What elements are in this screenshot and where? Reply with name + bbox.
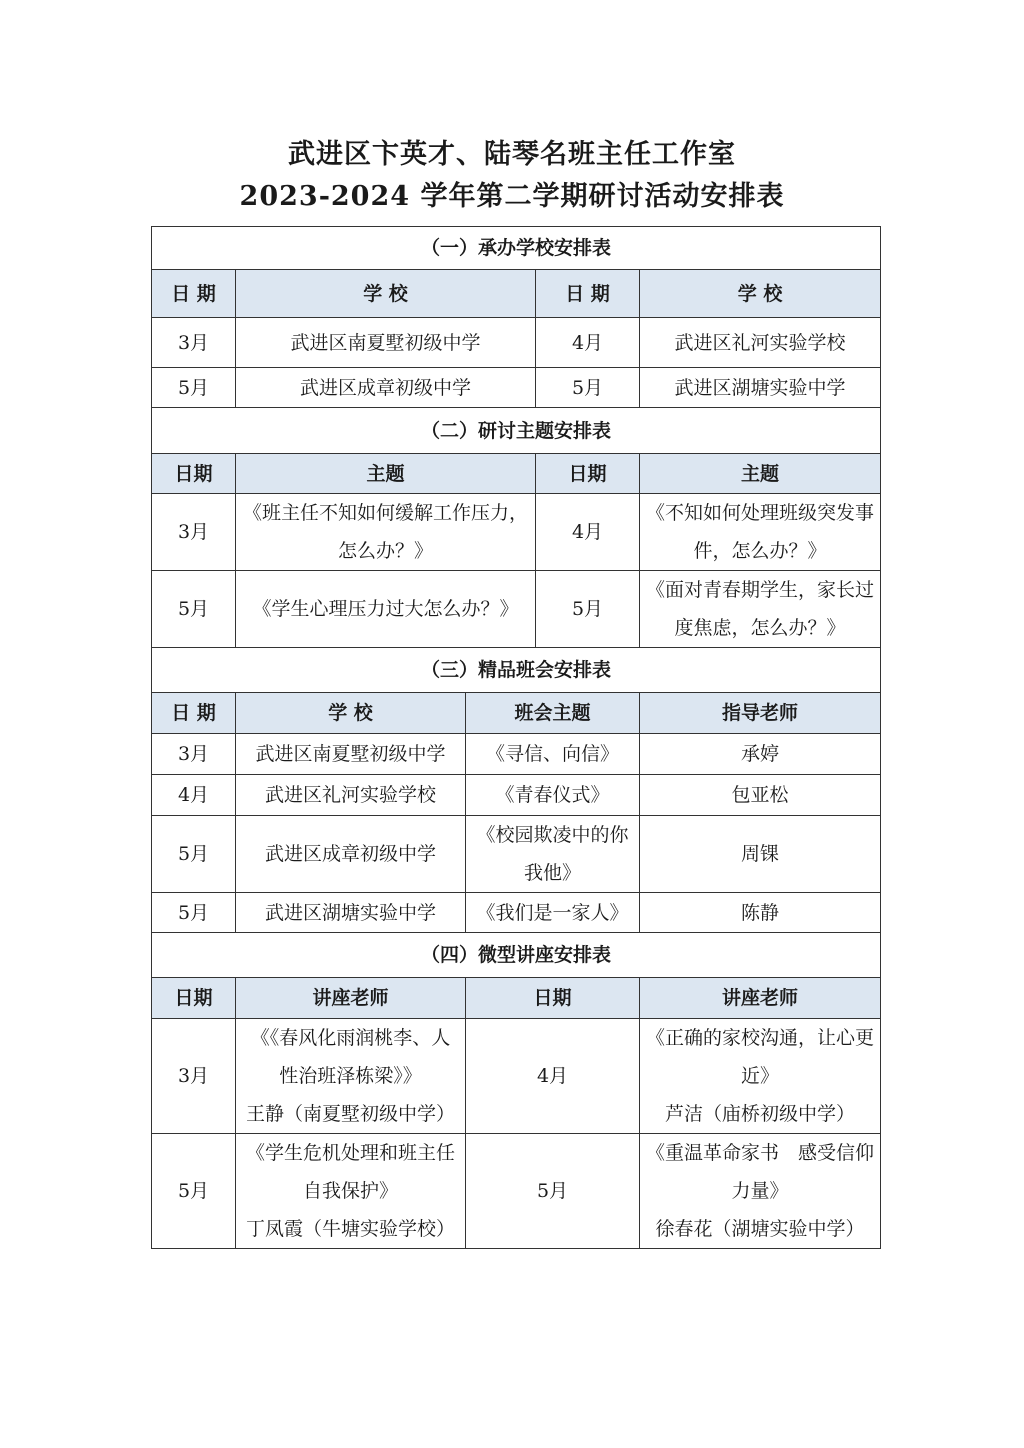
school-cell: 武进区礼河实验学校 [236,775,466,816]
table-row [152,816,881,893]
section2-header-topic: 主题 [236,454,536,494]
section3-header-teacher: 指导老师 [640,693,881,734]
lecture-cell [236,1019,466,1134]
topic-cell: 《不知如何处理班级突发事件，怎么办？》 [640,494,881,571]
date-cell: 3月 [152,734,236,775]
theme-cell: 《青春仪式》 [466,775,640,816]
table-row [152,571,881,648]
section3-title: （三）精品班会安排表 [152,648,881,693]
school-cell: 武进区南夏墅初级中学 [236,318,536,368]
date-cell: 3月 [152,494,236,571]
section2-header-topic: 主题 [640,454,881,494]
school-cell: 武进区成章初级中学 [236,368,536,408]
topic-cell: 《学生心理压力过大怎么办？》 [236,571,536,648]
section1-header-school: 学 校 [640,270,881,318]
lecturer-name: 徐春花（湖塘实验中学） [655,1218,865,1240]
section1-title: （一）承办学校安排表 [152,227,881,270]
section2-title: （二）研讨主题安排表 [152,408,881,454]
section1-header-date: 日 期 [536,270,640,318]
theme-cell: 《校园欺凌中的你我他》 [466,816,640,893]
school-cell: 武进区湖塘实验中学 [640,368,881,408]
section4-header-lecturer: 讲座老师 [236,978,466,1019]
lecture-cell [640,1019,881,1134]
lecture-title: 《《春风化雨润桃李、人性治班泽栋梁》》 [250,1027,451,1087]
date-cell: 5月 [152,816,236,893]
table-row [152,893,881,933]
date-cell: 3月 [152,1019,236,1134]
school-cell: 武进区南夏墅初级中学 [236,734,466,775]
section2-header-date: 日期 [152,454,236,494]
date-cell: 4月 [466,1019,640,1134]
section3-header-theme: 班会主题 [466,693,640,734]
section1-header-school: 学 校 [236,270,536,318]
lecture-cell [236,1134,466,1249]
page-title-line2: 2023-2024 学年第二学期研讨活动安排表 [239,181,785,212]
table-row [152,734,881,775]
lecture-title: 《学生危机处理和班主任自我保护》 [245,1142,455,1202]
section3-header-school: 学 校 [236,693,466,734]
date-cell: 4月 [152,775,236,816]
school-cell: 武进区礼河实验学校 [640,318,881,368]
table-row [152,775,881,816]
lecture-title: 《重温革命家书 感受信仰力量》 [646,1142,875,1202]
teacher-cell: 包亚松 [640,775,881,816]
page-title-line1: 武进区卞英才、陆琴名班主任工作室 [288,139,736,170]
date-cell: 4月 [536,494,640,571]
topic-cell: 《面对青春期学生，家长过度焦虑，怎么办？》 [640,571,881,648]
date-cell: 5月 [536,571,640,648]
schedule-table [151,226,881,1249]
lecture-cell [640,1134,881,1249]
teacher-cell: 周锞 [640,816,881,893]
section1-header-date: 日 期 [152,270,236,318]
section2-header-date: 日期 [536,454,640,494]
date-cell: 3月 [152,318,236,368]
table-row [152,1019,881,1134]
date-cell: 5月 [152,1134,236,1249]
lecturer-name: 芦洁（庙桥初级中学） [665,1103,856,1125]
lecture-title: 《正确的家校沟通，让心更近》 [646,1027,875,1087]
section4-title: （四）微型讲座安排表 [152,933,881,978]
lecturer-name: 丁凤霞（牛塘实验学校） [245,1218,455,1240]
date-cell: 5月 [152,368,236,408]
date-cell: 4月 [536,318,640,368]
date-cell: 5月 [152,893,236,933]
date-cell: 5月 [466,1134,640,1249]
table-row [152,1134,881,1249]
section4-header-date: 日期 [152,978,236,1019]
school-cell: 武进区湖塘实验中学 [236,893,466,933]
teacher-cell: 承婷 [640,734,881,775]
date-cell: 5月 [152,571,236,648]
table-row [152,368,881,408]
teacher-cell: 陈静 [640,893,881,933]
section4-header-lecturer: 讲座老师 [640,978,881,1019]
date-cell: 5月 [536,368,640,408]
table-row [152,494,881,571]
table-row [152,318,881,368]
section3-header-date: 日 期 [152,693,236,734]
lecturer-name: 王静（南夏墅初级中学） [245,1103,455,1125]
section4-header-date: 日期 [466,978,640,1019]
theme-cell: 《寻信、向信》 [466,734,640,775]
theme-cell: 《我们是一家人》 [466,893,640,933]
school-cell: 武进区成章初级中学 [236,816,466,893]
topic-cell: 《班主任不知如何缓解工作压力，怎么办？》 [236,494,536,571]
